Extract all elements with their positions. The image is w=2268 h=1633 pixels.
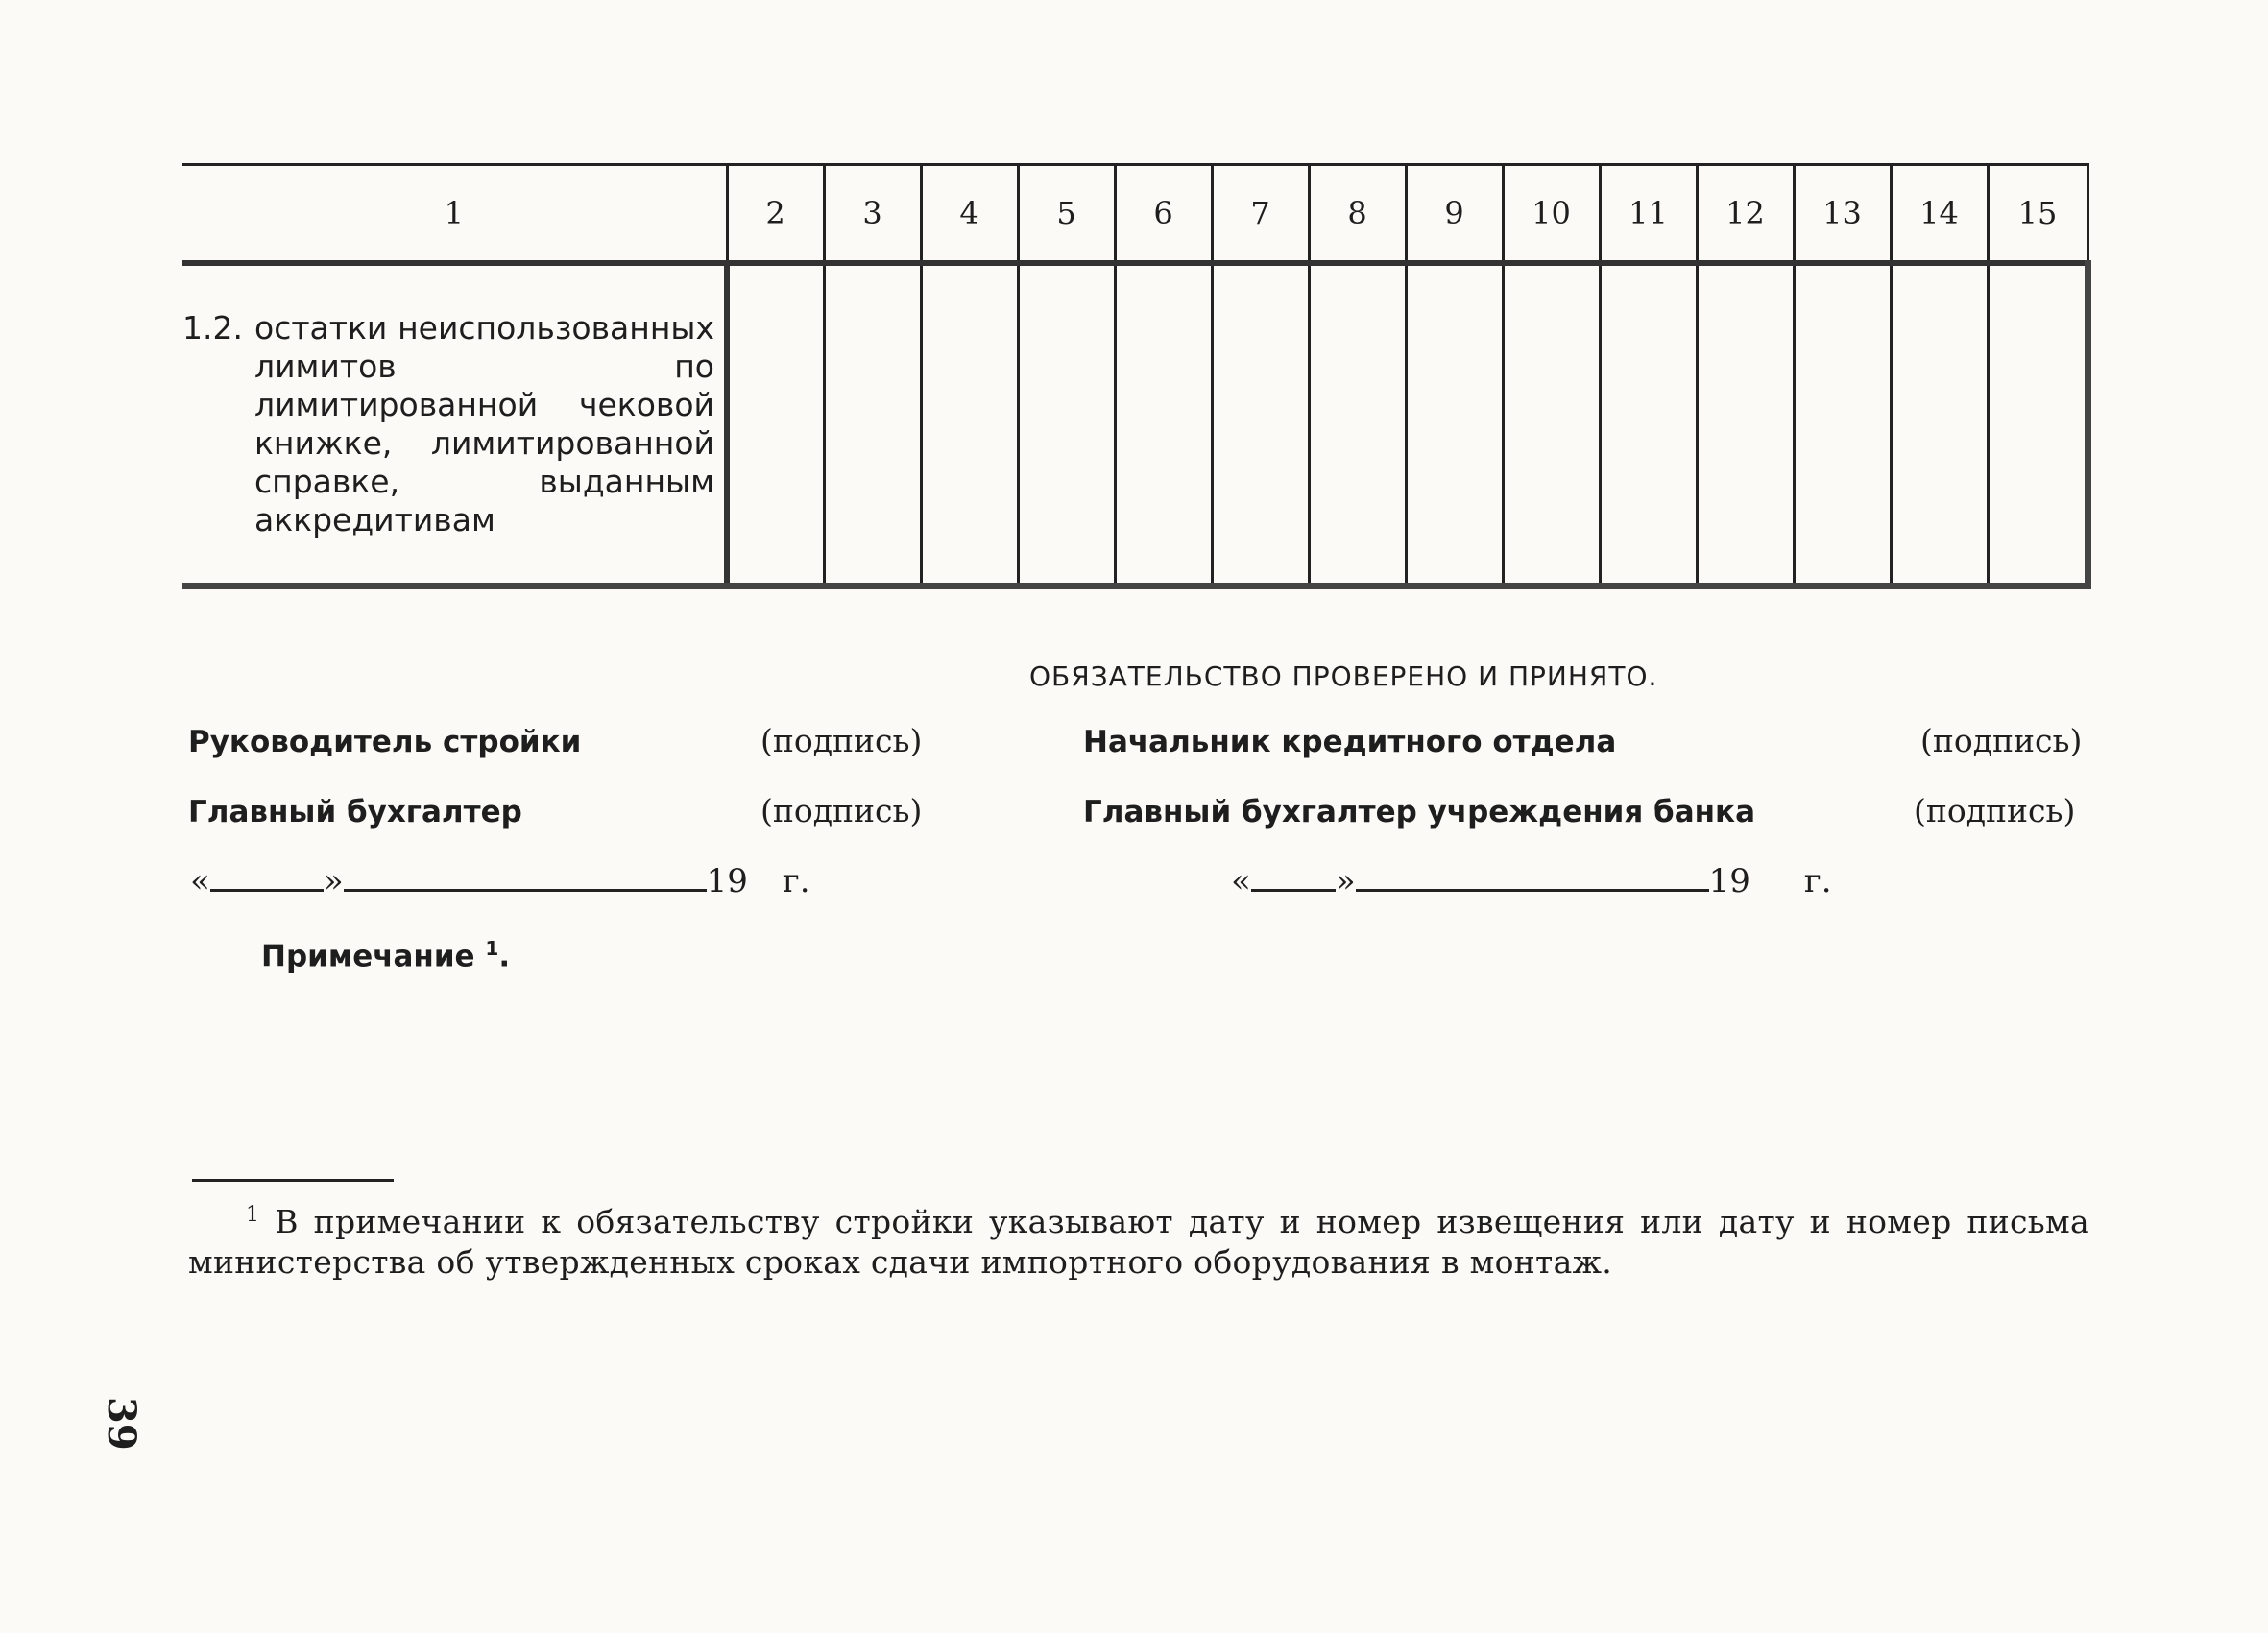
table-cell <box>727 263 824 587</box>
note-label <box>261 937 510 973</box>
column-header: 12 <box>1697 165 1794 264</box>
year-prefix: 19 <box>1708 862 1750 901</box>
year-suffix: г. <box>782 862 810 901</box>
column-header: 5 <box>1018 165 1115 264</box>
page-number: 39 <box>99 1397 144 1451</box>
column-header: 14 <box>1891 165 1988 264</box>
column-header: 7 <box>1212 165 1309 264</box>
date-line-right <box>1231 862 1832 901</box>
date-line-left <box>190 862 810 901</box>
month-blank <box>1356 862 1709 892</box>
table-cell <box>1212 263 1309 587</box>
table-cell <box>824 263 921 587</box>
table-cell <box>921 263 1018 587</box>
table-cell <box>1794 263 1891 587</box>
year-suffix: г. <box>1803 862 1832 901</box>
table-cell <box>1891 263 1988 587</box>
row-text: остатки неиспользованных лимитов по лимитированной чековой книжке, лимитированной справке, выданным аккредитивам <box>254 309 714 539</box>
date-open-quote: « <box>1231 862 1251 901</box>
footnote-separator <box>192 1179 394 1182</box>
table-cell <box>1600 263 1697 587</box>
commitment-table <box>182 163 2091 589</box>
column-header: 13 <box>1794 165 1891 264</box>
footnote-text: В примечании к обязательству стройки указывают дату и номер извещения или дату и номер письма министерства об утвержденных сроках сдачи импортного оборудования в монтаж. <box>188 1203 2089 1281</box>
table-row <box>182 263 2087 587</box>
chief-accountant-signature: (подпись) <box>760 792 923 829</box>
header-row <box>182 165 2087 264</box>
table-cell <box>1309 263 1406 587</box>
table-cell <box>1503 263 1600 587</box>
note-text: Примечание <box>261 939 475 974</box>
bank-chief-accountant-signature: (подпись) <box>1914 792 2076 829</box>
acceptance-heading: ОБЯЗАТЕЛЬСТВО ПРОВЕРЕНО И ПРИНЯТО. <box>1029 660 1658 692</box>
column-header: 10 <box>1503 165 1600 264</box>
site-manager-title: Руководитель стройки <box>188 725 582 759</box>
bank-chief-accountant-title: Главный бухгалтер учреждения банка <box>1083 795 1755 829</box>
table-cell <box>1697 263 1794 587</box>
year-prefix: 19 <box>706 862 748 901</box>
column-header: 6 <box>1115 165 1212 264</box>
column-header: 8 <box>1309 165 1406 264</box>
footnote-mark: 1 <box>246 1203 260 1227</box>
month-blank <box>344 862 707 892</box>
date-open-quote: « <box>190 862 210 901</box>
column-header: 15 <box>1988 165 2087 264</box>
credit-dept-head-signature: (подпись) <box>1920 722 2083 759</box>
day-blank <box>210 862 324 892</box>
row-label <box>182 309 724 540</box>
column-header: 3 <box>824 165 921 264</box>
footnote <box>188 1195 2089 1283</box>
note-dot: . <box>498 939 511 974</box>
site-manager-signature: (подпись) <box>760 722 923 759</box>
row-label-cell <box>182 263 727 587</box>
table-cell <box>1115 263 1212 587</box>
day-blank <box>1251 862 1336 892</box>
column-header: 2 <box>727 165 824 264</box>
date-close-quote: » <box>1335 862 1356 901</box>
table-cell <box>1406 263 1503 587</box>
column-header: 11 <box>1600 165 1697 264</box>
column-header: 9 <box>1406 165 1503 264</box>
date-close-quote: » <box>323 862 344 901</box>
table-cell <box>1988 263 2087 587</box>
column-header: 4 <box>921 165 1018 264</box>
note-mark: 1 <box>485 937 499 960</box>
row-number: 1.2. <box>182 309 243 347</box>
column-header: 1 <box>182 165 727 264</box>
chief-accountant-title: Главный бухгалтер <box>188 795 522 829</box>
table-cell <box>1018 263 1115 587</box>
credit-dept-head-title: Начальник кредитного отдела <box>1083 725 1617 759</box>
